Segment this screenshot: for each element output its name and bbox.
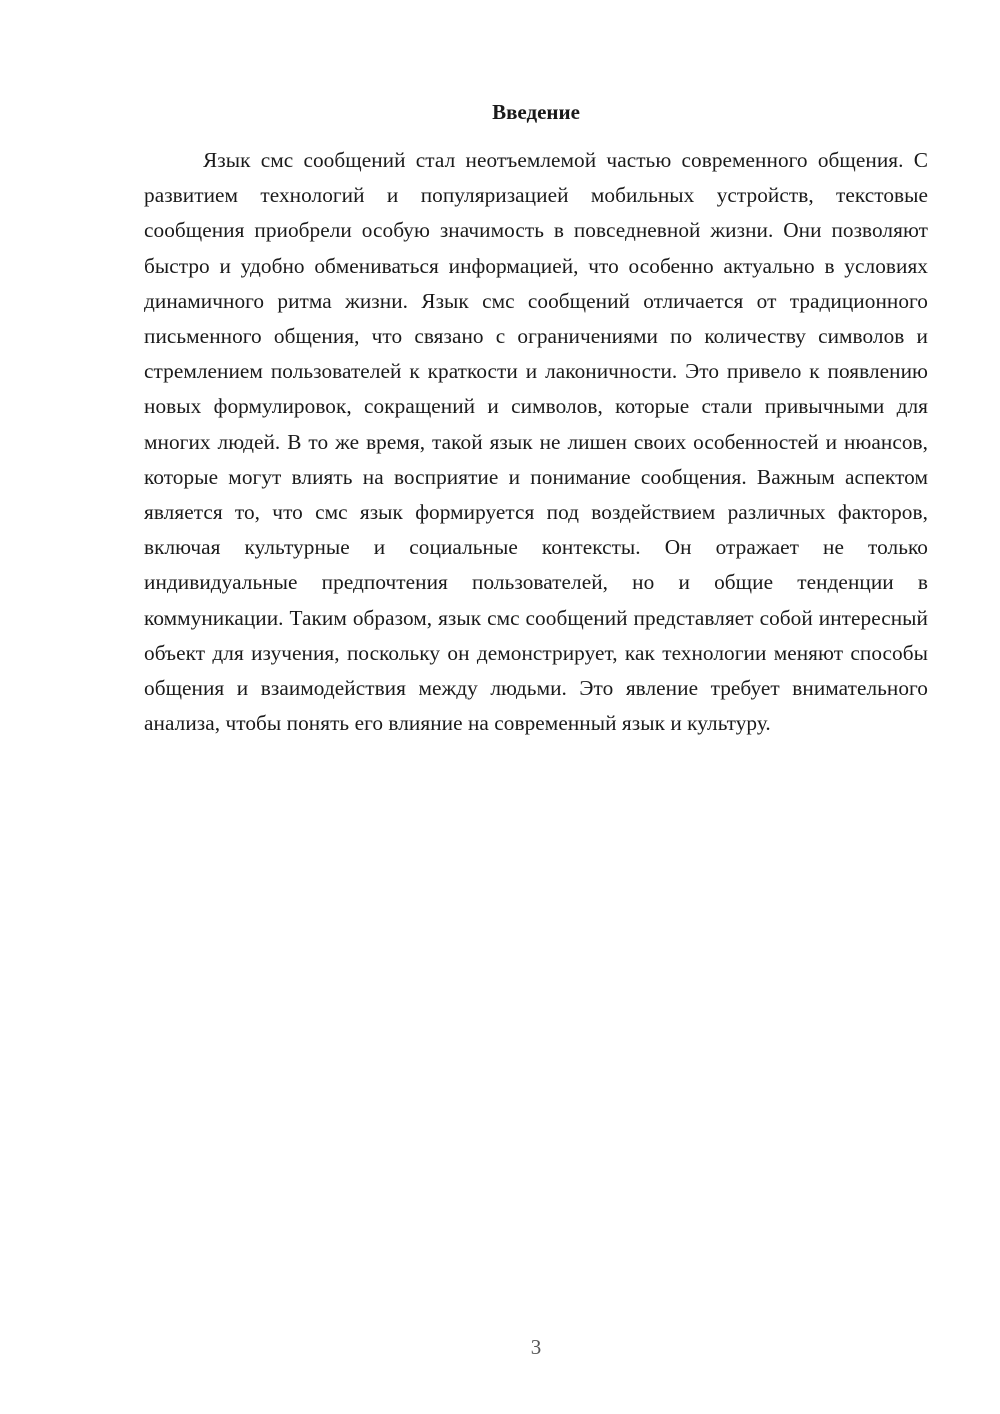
- page-number: 3: [530, 1335, 542, 1359]
- body-paragraph: Язык смс сообщений стал неотъемлемой частью современного общения. С развитием технологий и популяризацией мобильных устройств, текстовые сообщения приобрели особую значимость в повседневной жизни. Они позволяют быстро и удобно обмениваться информацией, что особенно актуально в условиях динамичного ритма жизни. Язык смс сообщений отличается от традиционного письменного общения, что связано с ограничениями по количеству символов и стремлением пользователей к краткости и лаконичности. Это привело к появлению новых формулировок, сокращений и символов, которые стали привычными для многих людей. В то же время, такой язык не лишен своих особенностей и нюансов, которые могут влиять на восприятие и понимание сообщения. Важным аспектом является то, что смс язык формируется под воздействием различных факторов, включая культурные и социальные контексты. Он отражает не только индивидуальные предпочтения пользователей, но и общие тенденции в коммуникации. Таким образом, язык смс сообщений представляет собой интересный объект для изучения, поскольку он демонстрирует, как технологии меняют способы общения и взаимодействия между людьми. Это явление требует внимательного анализа, чтобы понять его влияние на современный язык и культуру.: [144, 148, 928, 736]
- section-heading: Введение: [492, 100, 580, 124]
